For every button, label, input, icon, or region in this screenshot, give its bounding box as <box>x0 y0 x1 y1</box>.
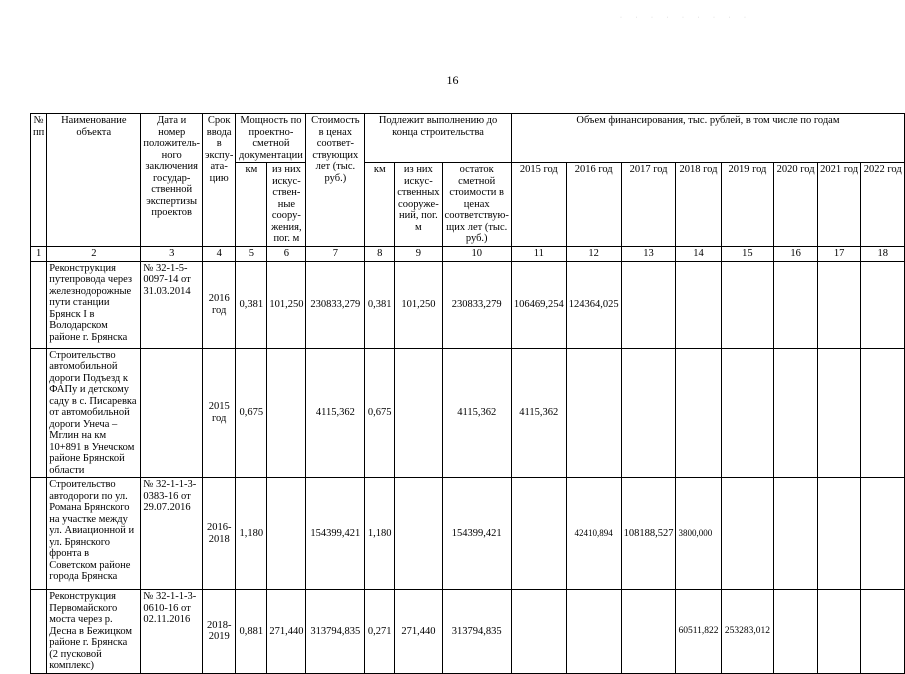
row-2017 <box>621 261 676 348</box>
row-cost: 313794,835 <box>306 590 365 674</box>
row-2018: 3800,000 <box>676 478 721 590</box>
row-2015: 106469,254 <box>511 261 566 348</box>
col-number: 17 <box>817 246 861 261</box>
header-year-2019: 2019 год <box>721 163 774 247</box>
table-row <box>31 590 905 674</box>
column-number-row <box>31 246 905 261</box>
col-number: 10 <box>442 246 511 261</box>
row-2015 <box>511 590 566 674</box>
row-km: 0,381 <box>236 261 267 348</box>
row-2022 <box>861 348 905 478</box>
row-2019 <box>721 478 774 590</box>
col-number: 5 <box>236 246 267 261</box>
row-rem-struct <box>395 348 442 478</box>
row-2021 <box>817 478 861 590</box>
row-2020 <box>774 348 818 478</box>
row-2022 <box>861 261 905 348</box>
row-rem-cost: 230833,279 <box>442 261 511 348</box>
row-2017 <box>621 348 676 478</box>
header-date: Дата и номер положитель-ного заключения государ-ственной экспертизы проектов <box>141 114 203 247</box>
row-2015 <box>511 478 566 590</box>
col-number: 15 <box>721 246 774 261</box>
col-number: 18 <box>861 246 905 261</box>
col-number: 1 <box>31 246 47 261</box>
row-name: Реконструкция путепровода через железнодорожные пути станции Брянск I в Володарском районе г. Брянска <box>47 261 141 348</box>
col-number: 16 <box>774 246 818 261</box>
table-row <box>31 348 905 478</box>
col-number: 6 <box>267 246 306 261</box>
row-km: 0,675 <box>236 348 267 478</box>
row-no <box>31 478 47 590</box>
header-year-2015: 2015 год <box>511 163 566 247</box>
row-rem-struct <box>395 478 442 590</box>
row-rem-km: 0,675 <box>365 348 395 478</box>
row-2020 <box>774 261 818 348</box>
row-2016: 124364,025 <box>566 261 621 348</box>
row-2018 <box>676 261 721 348</box>
header-year-2021: 2021 год <box>817 163 861 247</box>
col-number: 3 <box>141 246 203 261</box>
row-2021 <box>817 590 861 674</box>
row-date <box>141 348 203 478</box>
col-number: 13 <box>621 246 676 261</box>
row-2021 <box>817 261 861 348</box>
row-rem-km: 0,381 <box>365 261 395 348</box>
header-term: Срок ввода в экспу-ата-цию <box>203 114 236 247</box>
header-row-1 <box>31 114 905 163</box>
row-2018 <box>676 348 721 478</box>
col-number: 12 <box>566 246 621 261</box>
header-capacity: Мощность по проектно-сметной документации <box>236 114 306 163</box>
col-number: 9 <box>395 246 442 261</box>
row-km: 1,180 <box>236 478 267 590</box>
table-row <box>31 478 905 590</box>
header-cap-struct: из них искус-ствен-ные соору-жения, пог. м <box>267 163 306 247</box>
row-2022 <box>861 590 905 674</box>
header-year-2017: 2017 год <box>621 163 676 247</box>
col-number: 8 <box>365 246 395 261</box>
header-remaining: Подлежит выполнению до конца строительства <box>365 114 512 163</box>
row-km: 0,881 <box>236 590 267 674</box>
header-year-2022: 2022 год <box>861 163 905 247</box>
row-term: 2015 год <box>203 348 236 478</box>
row-struct <box>267 478 306 590</box>
col-number: 11 <box>511 246 566 261</box>
row-struct: 101,250 <box>267 261 306 348</box>
row-struct <box>267 348 306 478</box>
row-2016 <box>566 348 621 478</box>
row-term: 2018-2019 <box>203 590 236 674</box>
col-number: 4 <box>203 246 236 261</box>
row-2022 <box>861 478 905 590</box>
row-2020 <box>774 478 818 590</box>
row-rem-km: 1,180 <box>365 478 395 590</box>
scan-dots: · · · · · · · · · <box>620 15 752 21</box>
header-rem-km: км <box>365 163 395 247</box>
row-rem-cost: 4115,362 <box>442 348 511 478</box>
header-name: Наименование объекта <box>47 114 141 247</box>
row-no <box>31 348 47 478</box>
row-rem-cost: 154399,421 <box>442 478 511 590</box>
header-cap-km: км <box>236 163 267 247</box>
row-date: № 32-1-1-3-0610-16 от 02.11.2016 <box>141 590 203 674</box>
row-2018: 60511,822 <box>676 590 721 674</box>
row-2019 <box>721 348 774 478</box>
page-number: 16 <box>446 73 459 87</box>
row-2016: 42410,894 <box>566 478 621 590</box>
header-year-2018: 2018 год <box>676 163 721 247</box>
row-2016 <box>566 590 621 674</box>
row-2015: 4115,362 <box>511 348 566 478</box>
header-year-2016: 2016 год <box>566 163 621 247</box>
row-name: Реконструкция Первомайского моста через р. Десна в Бежицком районе г. Брянска (2 пусковой комплекс) <box>47 590 141 674</box>
row-date: № 32-1-5-0097-14 от 31.03.2014 <box>141 261 203 348</box>
table-row <box>31 261 905 348</box>
row-rem-struct: 101,250 <box>395 261 442 348</box>
col-number: 2 <box>47 246 141 261</box>
row-term: 2016-2018 <box>203 478 236 590</box>
row-2021 <box>817 348 861 478</box>
header-rem-struct: из них искус-ственных сооруже-ний, пог. м <box>395 163 442 247</box>
row-rem-struct: 271,440 <box>395 590 442 674</box>
col-number: 7 <box>306 246 365 261</box>
financing-table <box>30 113 905 674</box>
row-rem-cost: 313794,835 <box>442 590 511 674</box>
row-2019: 253283,012 <box>721 590 774 674</box>
header-financing: Объем финансирования, тыс. рублей, в том числе по годам <box>511 114 904 163</box>
row-no <box>31 590 47 674</box>
row-term: 2016 год <box>203 261 236 348</box>
row-name: Строительство автомобильной дороги Подъезд к ФАПу и детскому саду в с. Писаревка от автомобильной дороги Унеча – Мглин на км 10+891 в Унечском районе Брянской области <box>47 348 141 478</box>
row-rem-km: 0,271 <box>365 590 395 674</box>
header-rem-cost: остаток сметной стоимости в ценах соответствую-щих лет (тыс. руб.) <box>442 163 511 247</box>
row-2017 <box>621 590 676 674</box>
col-number: 14 <box>676 246 721 261</box>
header-year-2020: 2020 год <box>774 163 818 247</box>
row-no <box>31 261 47 348</box>
row-cost: 154399,421 <box>306 478 365 590</box>
row-cost: 4115,362 <box>306 348 365 478</box>
header-no: № пп <box>31 114 47 247</box>
row-2017: 108188,527 <box>621 478 676 590</box>
row-2019 <box>721 261 774 348</box>
row-2020 <box>774 590 818 674</box>
row-cost: 230833,279 <box>306 261 365 348</box>
row-struct: 271,440 <box>267 590 306 674</box>
header-cost: Стоимость в ценах соответ-ствующих лет (тыс. руб.) <box>306 114 365 247</box>
row-date: № 32-1-1-3-0383-16 от 29.07.2016 <box>141 478 203 590</box>
row-name: Строительство автодороги по ул. Романа Брянского на участке между ул. Авиационной и ул. Брянского фронта в Советском районе города Брянска <box>47 478 141 590</box>
